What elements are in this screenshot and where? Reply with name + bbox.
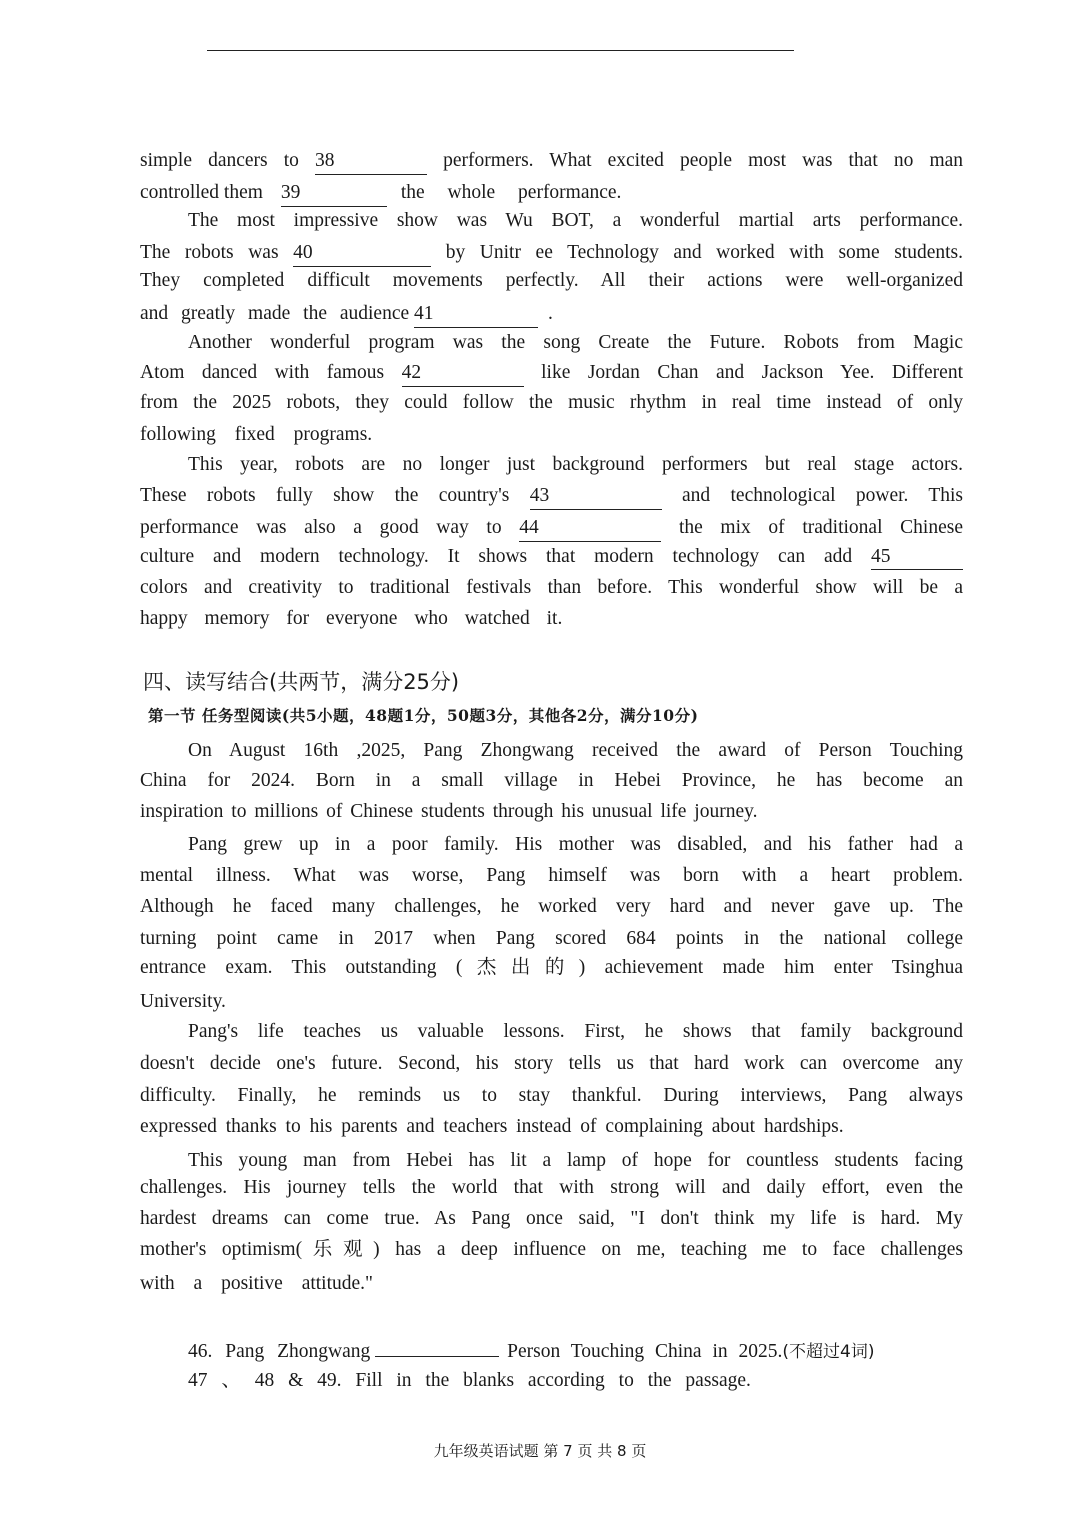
passage1-line: They completed difficult movements perfectly. All their actions were well-organized — [140, 270, 963, 291]
question-46: 46. Pang Zhongwang Person Touching China in 2025.(不超过4词) — [188, 1332, 963, 1358]
section-subtitle: 第一节 任务型阅读(共5小题，48题1分，50题3分，其他各2分，满分10分) — [148, 706, 699, 725]
passage2-line: University. — [140, 991, 226, 1012]
passage1-line: controlled them 39 the whole performance. — [140, 180, 963, 206]
passage2-line: inspiration to millions of Chinese students through his unusual life journey. — [140, 801, 758, 822]
passage2-line: Pang's life teaches us valuable lessons. First, he shows that family background — [188, 1021, 963, 1042]
passage1-line: colors and creativity to traditional festivals than before. This wonderful show will be a — [140, 577, 963, 598]
blank-38[interactable]: 38 — [315, 150, 427, 175]
passage1-line: These robots fully show the country's 43 and technological power. This — [140, 483, 963, 509]
passage2-line: Pang grew up in a poor family. His mother was disabled, and his father had a — [188, 834, 963, 855]
passage2-line: Although he faced many challenges, he worked very hard and never gave up. The — [140, 896, 963, 917]
blank-39[interactable]: 39 — [281, 182, 387, 207]
passage2-line: mental illness. What was worse, Pang himself was born with a heart problem. — [140, 865, 963, 886]
blank-45[interactable]: 45 — [871, 546, 963, 570]
passage2-line: On August 16th ,2025, Pang Zhongwang received the award of Person Touching — [188, 740, 963, 761]
passage2-line: difficulty. Finally, he reminds us to stay thankful. During interviews, Pang always — [140, 1085, 963, 1106]
passage2-line: turning point came in 2017 when Pang scored 684 points in the national college — [140, 928, 963, 949]
blank-40[interactable]: 40 — [293, 242, 431, 267]
passage2-line: with a positive attitude." — [140, 1273, 374, 1294]
passage2-line: expressed thanks to his parents and teachers instead of complaining about hardships. — [140, 1116, 844, 1137]
passage1-line: The robots was 40 by Unitr ee Technology and worked with some students. — [140, 240, 963, 266]
passage1-line: following fixed programs. — [140, 424, 373, 445]
question-47-49: 47 、 48 & 49. Fill in the blanks according to the passage. — [188, 1370, 751, 1391]
blank-42[interactable]: 42 — [402, 362, 524, 387]
passage2-line: challenges. His journey tells the world that with strong will and daily effort, even the — [140, 1177, 963, 1198]
blank-44[interactable]: 44 — [519, 517, 661, 542]
passage1-line: simple dancers to 38 performers. What excited people most was that no man — [140, 148, 963, 174]
passage1-line: The most impressive show was Wu BOT, a wonderful martial arts performance. — [188, 210, 963, 231]
passage1-line: performance was also a good way to 44 the mix of traditional Chinese — [140, 515, 963, 541]
page-footer: 九年级英语试题 第 7 页 共 8 页 — [433, 1442, 647, 1460]
passage1-line: and greatly made the audience 41 . — [140, 301, 963, 327]
blank-41[interactable]: 41 — [414, 303, 538, 328]
passage1-line: culture and modern technology. It shows that modern technology can add 45 — [140, 544, 963, 570]
header-rule — [207, 50, 794, 51]
passage2-line: doesn't decide one's future. Second, his story tells us that hard work can overcome any — [140, 1053, 963, 1074]
passage1-line: Atom danced with famous 42 like Jordan Chan and Jackson Yee. Different — [140, 360, 963, 386]
passage1-line: This year, robots are no longer just background performers but real stage actors. — [188, 454, 963, 475]
section-title: 四、读写结合(共两节，满分25分) — [143, 670, 460, 694]
passage1-line: Another wonderful program was the song Create the Future. Robots from Magic — [188, 332, 963, 353]
passage2-line: mother's optimism(乐观) has a deep influence on me, teaching me to face challenges — [140, 1239, 963, 1260]
passage2-line: This young man from Hebei has lit a lamp of hope for countless students facing — [188, 1150, 963, 1171]
passage1-line: from the 2025 robots, they could follow the music rhythm in real time instead of only — [140, 392, 963, 413]
passage1-line: happy memory for everyone who watched it. — [140, 608, 563, 629]
answer-46-blank[interactable] — [375, 1332, 499, 1357]
passage2-line: China for 2024. Born in a small village in Hebei Province, he has become an — [140, 770, 963, 791]
passage2-line: entrance exam. This outstanding (杰出的) achievement made him enter Tsinghua — [140, 957, 963, 978]
passage2-line: hardest dreams can come true. As Pang once said, "I don't think my life is hard. My — [140, 1208, 963, 1229]
blank-43[interactable]: 43 — [530, 485, 662, 510]
